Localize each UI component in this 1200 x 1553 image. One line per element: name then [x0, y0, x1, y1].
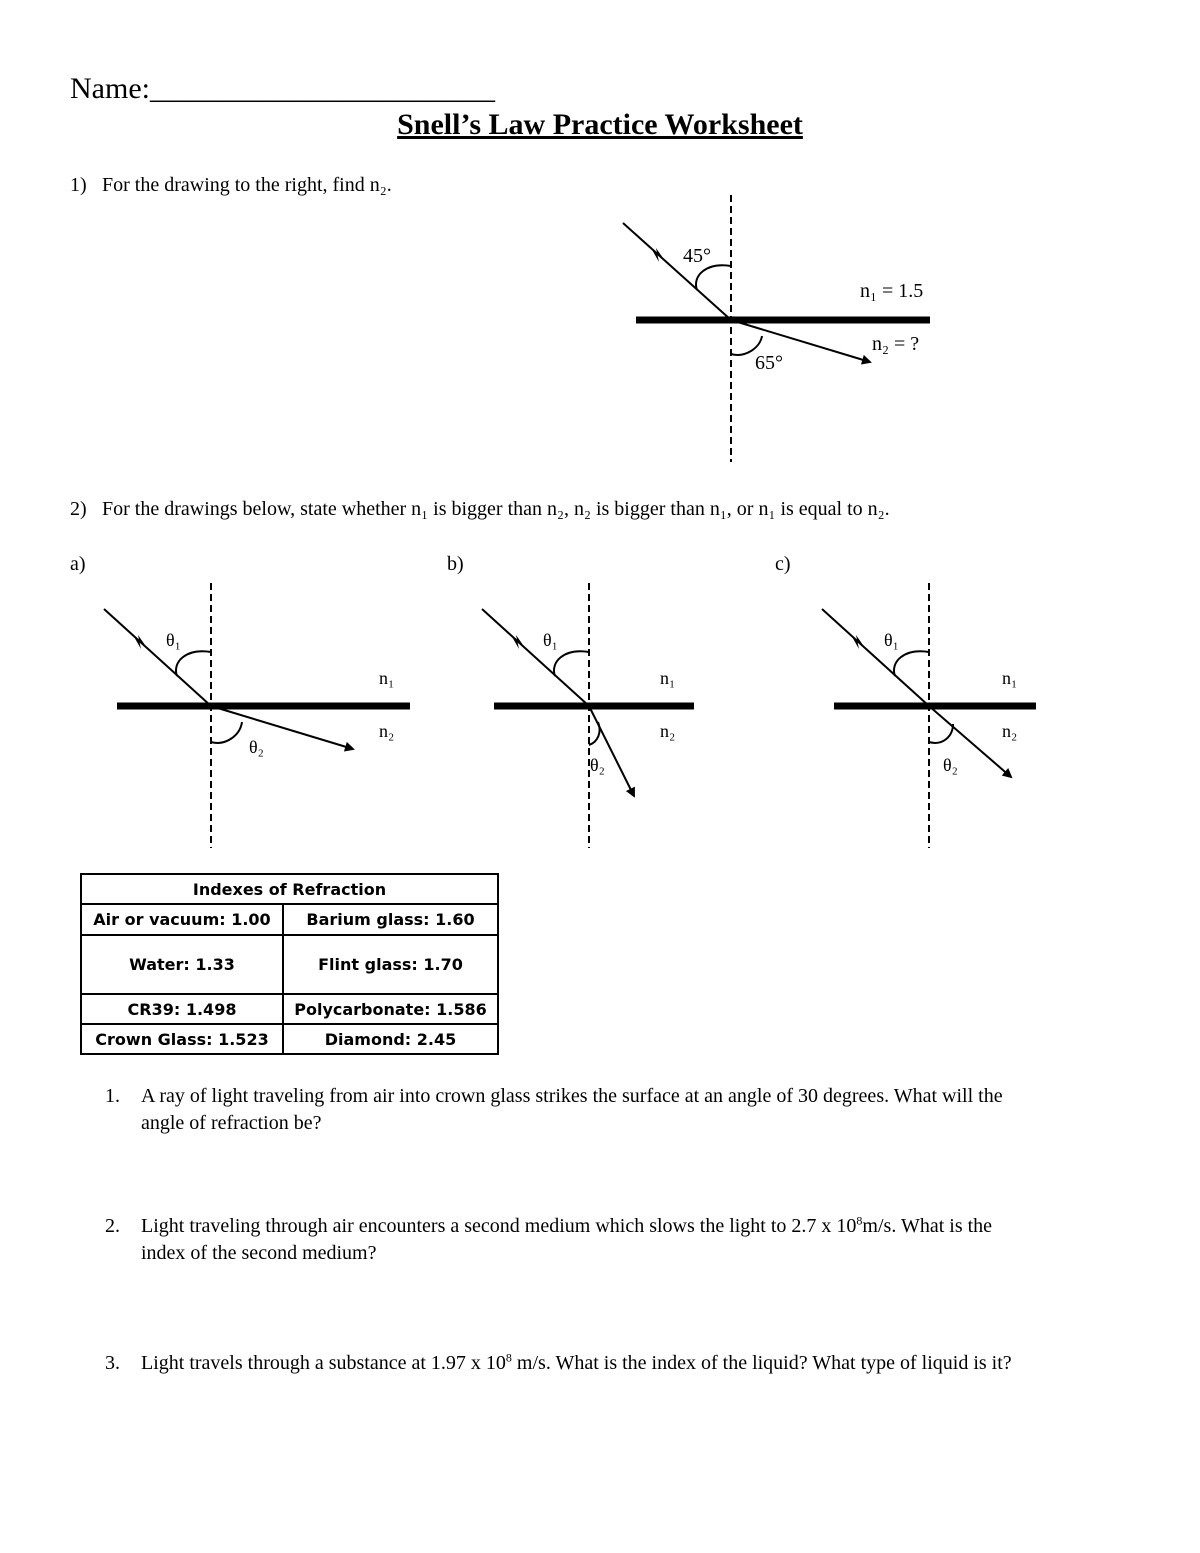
- problem-2-exponent: 8: [856, 1213, 863, 1228]
- diagram-c: [822, 583, 1036, 848]
- problem-1-line1: A ray of light traveling from air into crown glass strikes the surface at an angle of 30 degrees. What will the: [141, 1085, 1003, 1107]
- n2-label: n₂: [1002, 721, 1018, 741]
- refracted-ray: [731, 320, 870, 362]
- theta2-arc: [211, 722, 242, 743]
- theta2-label: θ₂: [249, 737, 264, 757]
- question-1-diagram: [623, 195, 930, 462]
- problem-3-exponent: 8: [505, 1350, 512, 1365]
- theta1-arc: [176, 651, 211, 676]
- theta2-label: θ₂: [943, 755, 958, 775]
- theta2-label: θ₂: [590, 755, 605, 775]
- table-cell: Air or vacuum: 1.00: [81, 904, 283, 935]
- refracted-ray: [589, 706, 634, 796]
- table-cell: Barium glass: 1.60: [283, 904, 498, 935]
- table-cell: Flint glass: 1.70: [283, 935, 498, 994]
- problem-1-number: 1.: [105, 1085, 120, 1107]
- question-1-text: For the drawing to the right, find n₂.: [102, 174, 392, 196]
- diagram-b: [482, 583, 694, 848]
- table-header-row: [81, 874, 498, 904]
- incident-arrow-icon: [651, 248, 663, 262]
- n1-label: n₁: [379, 668, 395, 688]
- problem-3-text-before: Light travels through a substance at 1.97 x 10: [141, 1352, 506, 1374]
- theta1-arc: [894, 651, 929, 676]
- problem-2-number: 2.: [105, 1215, 120, 1237]
- refracted-ray: [211, 706, 353, 749]
- n1-label: n₁: [660, 668, 676, 688]
- problem-2-text-before: Light traveling through air encounters a second medium which slows the light to 2.7 x 10: [141, 1215, 857, 1237]
- refracted-angle-label: 65°: [755, 352, 783, 374]
- theta1-label: θ₁: [166, 630, 181, 650]
- table-cell: Crown Glass: 1.523: [81, 1024, 283, 1054]
- table-cell: Diamond: 2.45: [283, 1024, 498, 1054]
- name-blank[interactable]: _______________________: [149, 72, 495, 105]
- question-2-text: For the drawings below, state whether n₁ is bigger than n₂, n₂ is bigger than n₁, or n₁ is equal to n₂.: [102, 498, 890, 520]
- table-row: [81, 1024, 498, 1054]
- table-row: [81, 904, 498, 935]
- problem-3-line1: [141, 1350, 1141, 1377]
- table-cell: CR39: 1.498: [81, 994, 283, 1024]
- table-header: Indexes of Refraction: [81, 874, 498, 904]
- incident-ray: [623, 223, 731, 320]
- question-2: [70, 496, 890, 522]
- theta2-arc: [929, 724, 953, 743]
- table-cell: Polycarbonate: 1.586: [283, 994, 498, 1024]
- incident-arrow-icon: [133, 635, 145, 649]
- table-row: [81, 994, 498, 1024]
- incident-arrow-icon: [511, 635, 523, 649]
- n2-label: n₂ = ?: [872, 333, 920, 355]
- theta1-label: θ₁: [543, 630, 558, 650]
- diagram-a: [104, 583, 410, 848]
- question-2-number: 2): [70, 498, 87, 520]
- incident-ray: [482, 609, 589, 706]
- problem-3-text-after: m/s. What is the index of the liquid? What type of liquid is it?: [511, 1352, 1012, 1374]
- diagram-c-label: c): [775, 553, 791, 575]
- n1-label: n₁ = 1.5: [860, 280, 924, 302]
- problem-2: [105, 1213, 1165, 1269]
- problem-3: [105, 1350, 1165, 1380]
- problem-2-text-after: m/s. What is the: [862, 1215, 993, 1237]
- table-row: [81, 935, 498, 994]
- n1-label: n₁: [1002, 668, 1018, 688]
- diagram-a-label: a): [70, 553, 86, 575]
- incident-angle-label: 45°: [683, 245, 711, 267]
- problem-1: [105, 1083, 1165, 1139]
- incident-ray: [822, 609, 929, 706]
- problem-1-line2: angle of refraction be?: [141, 1112, 322, 1134]
- problem-3-number: 3.: [105, 1352, 120, 1374]
- theta1-label: θ₁: [884, 630, 899, 650]
- diagram-b-label: b): [447, 553, 464, 575]
- incident-arrow-icon: [851, 635, 863, 649]
- n2-label: n₂: [660, 721, 676, 741]
- name-label: Name:: [70, 72, 150, 105]
- problem-2-line1: [141, 1213, 1141, 1240]
- angle-arc-45: [696, 265, 731, 290]
- refraction-index-table: [80, 873, 499, 1055]
- question-1-number: 1): [70, 174, 87, 196]
- theta1-arc: [554, 651, 589, 676]
- incident-ray: [104, 609, 211, 706]
- n2-label: n₂: [379, 721, 395, 741]
- page-title: Snell’s Law Practice Worksheet: [397, 108, 803, 141]
- problem-2-line2: index of the second medium?: [141, 1242, 377, 1264]
- table-cell: Water: 1.33: [81, 935, 283, 994]
